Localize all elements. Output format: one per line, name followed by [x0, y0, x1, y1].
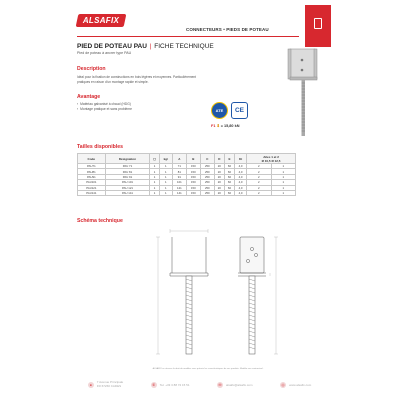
table-cell: 121 [172, 185, 186, 190]
table-cell: 1 [271, 190, 296, 195]
legal-note: ALSAFIX se réserve le droit de modifier sans préavis les caractéristiques de ses produits. Modèle non contractuel. [152, 368, 264, 370]
table-cell: 1 [271, 174, 296, 179]
footer-phone[interactable]: ✆ Tel. +33 3 88 72 15 51 [152, 383, 190, 387]
col-designation: Désignation [105, 154, 150, 164]
arrow-down-icon: ⬇ [216, 124, 220, 128]
table-cell: 20 [214, 174, 224, 179]
table-cell: 91 [172, 174, 186, 179]
table-cell: 250 [200, 164, 214, 169]
table-cell: 1 [159, 174, 172, 179]
product-photo [280, 45, 325, 140]
table-cell: 2 [247, 169, 271, 174]
table-cell: 1 [150, 164, 159, 169]
page-subtitle: Pied de poteau à ancrer type PAU [77, 51, 132, 55]
sizes-table [77, 153, 296, 196]
chevron-right-icon: › [77, 102, 79, 106]
table-cell: 1 [271, 169, 296, 174]
chevron-right-icon: › [77, 107, 79, 111]
table-cell: 1 [150, 169, 159, 174]
table-cell: 4,0 [235, 169, 247, 174]
technical-drawing [148, 221, 298, 361]
table-cell: 250 [200, 190, 214, 195]
table-cell: PAU 101 [105, 180, 150, 185]
list-item: › Montage pratique et sans problème [77, 107, 132, 111]
advantages-list [77, 102, 132, 112]
table-cell: 20 [214, 190, 224, 195]
table-cell: 150 [186, 190, 200, 195]
location-pin-icon: ● [89, 383, 92, 387]
table-cell: PAU 71 [105, 164, 150, 169]
col-package-icon: ▢ [150, 154, 159, 164]
table-cell: PAU 121 [105, 185, 150, 190]
description-heading: Description [77, 66, 106, 72]
table-cell: 1 [150, 180, 159, 185]
alsafix-logo: ALSAFIX [76, 14, 127, 27]
table-cell: 2 [247, 180, 271, 185]
col-e: E [224, 154, 234, 164]
table-cell: 150 [186, 180, 200, 185]
table-cell: 20 [214, 185, 224, 190]
col-b: B [186, 154, 200, 164]
table-cell: PAU81 [78, 169, 106, 174]
table-header-row [78, 154, 296, 164]
globe-icon: ◎ [281, 383, 285, 387]
table-cell: 150 [186, 174, 200, 179]
table-cell: 60 [224, 174, 234, 179]
table-cell: 71 [172, 164, 186, 169]
table-cell: 150 [186, 185, 200, 190]
table-cell: PAU141 [78, 190, 106, 195]
table-cell: 1 [159, 169, 172, 174]
table-cell: 1 [271, 180, 296, 185]
col-wings: Ailes 1 et 2 Ø 10,5 Ø 12,5 [247, 154, 296, 164]
col-a: A [172, 154, 186, 164]
advantages-heading: Avantage [77, 94, 101, 100]
table-cell: 20 [214, 180, 224, 185]
category-label: CONNECTEURS • PIEDS DE POTEAU [186, 27, 269, 32]
certification-badges [211, 102, 248, 119]
table-cell: 60 [224, 190, 234, 195]
table-cell: PAU121 [78, 185, 106, 190]
table-cell: 1 [150, 190, 159, 195]
technical-sheet-page [68, 5, 331, 395]
col-kt: Kt [235, 154, 247, 164]
document-tab [305, 5, 331, 47]
table-cell: 150 [186, 169, 200, 174]
table-cell: 2 [247, 190, 271, 195]
table-row [78, 190, 296, 195]
table-cell: 1 [271, 185, 296, 190]
table-cell: 250 [200, 180, 214, 185]
page-title: PIED DE POTEAU PAU | FICHE TECHNIQUE [77, 43, 214, 50]
front-view [156, 229, 208, 354]
footer-website[interactable]: ◎ www.alsafix.com [281, 383, 312, 387]
table-cell: 1 [271, 164, 296, 169]
table-cell: 4,0 [235, 164, 247, 169]
table-cell: 1 [159, 180, 172, 185]
description-text: Idéal pour la fixation de constructions en bois légères et moyennes. Particulièrement pratiques en raison d'un montage rapide et simple. [77, 75, 197, 84]
col-weight: kg/ [159, 154, 172, 164]
table-cell: 1 [159, 164, 172, 169]
table-cell: 2 [247, 185, 271, 190]
table-cell: 1 [150, 174, 159, 179]
table-cell: 2 [247, 174, 271, 179]
schema-heading: Schéma technique [77, 218, 123, 224]
table-cell: 150 [186, 164, 200, 169]
footer-email[interactable]: ✉ alsafix@alsafix.com [218, 383, 253, 387]
document-icon [314, 18, 322, 29]
table-cell: 2 [247, 164, 271, 169]
table-cell: 141 [172, 190, 186, 195]
table-cell: PAU101 [78, 180, 106, 185]
table-cell: PAU 91 [105, 174, 150, 179]
table-cell: PAU 141 [105, 190, 150, 195]
col-c: C [200, 154, 214, 164]
table-cell: 60 [224, 164, 234, 169]
table-cell: 60 [224, 185, 234, 190]
footer-address: ● 7 Avenue Principale FR 67260 CADES [89, 380, 124, 388]
table-cell: 1 [159, 190, 172, 195]
table-cell: 4,0 [235, 180, 247, 185]
table-cell: 20 [214, 164, 224, 169]
table-cell: PAU 81 [105, 169, 150, 174]
table-cell: 1 [159, 185, 172, 190]
sizes-heading: Tailles disponibles [77, 144, 124, 150]
list-item: › Matériau galvanisé à chaud (HDG) [77, 102, 131, 106]
phone-icon: ✆ [152, 383, 156, 387]
table-cell: 1 [150, 185, 159, 190]
col-d: D [214, 154, 224, 164]
table-cell: 60 [224, 180, 234, 185]
col-code: Code [78, 154, 106, 164]
table-cell: 60 [224, 169, 234, 174]
load-value: F1 ⬇ = 15,80 kN [211, 124, 240, 128]
table-cell: 101 [172, 180, 186, 185]
table-cell: 250 [200, 185, 214, 190]
table-cell: 81 [172, 169, 186, 174]
table-cell: 250 [200, 174, 214, 179]
table-cell: 250 [200, 169, 214, 174]
footer [68, 375, 331, 395]
ce-mark-icon: CE [231, 102, 248, 119]
table-cell: PAU71 [78, 164, 106, 169]
table-cell: 4,0 [235, 174, 247, 179]
mail-icon: ✉ [218, 383, 222, 387]
table-cell: PAU91 [78, 174, 106, 179]
table-cell: 20 [214, 169, 224, 174]
ate-badge-icon: ATE [211, 102, 228, 119]
table-cell: 4,0 [235, 185, 247, 190]
table-cell: 4,0 [235, 190, 247, 195]
sizes-table-body [78, 164, 296, 196]
side-view [238, 237, 278, 354]
header-divider [77, 36, 299, 37]
